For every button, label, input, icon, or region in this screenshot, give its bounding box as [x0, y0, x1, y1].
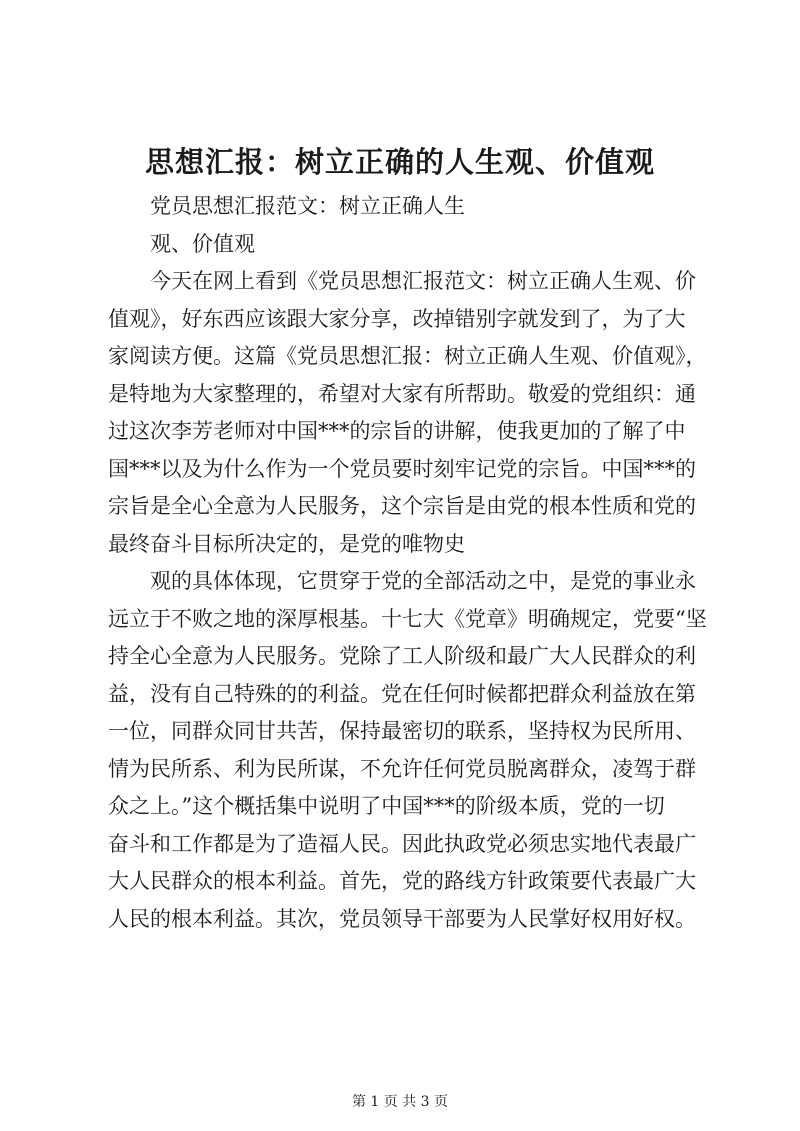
text-line: 持全心全意为人民服务。党除了工人阶级和最广大人民群众的利 [108, 644, 696, 668]
text-line: 奋斗和工作都是为了造福人民。因此执政党必须忠实地代表最广 [108, 831, 696, 856]
text-line: 观、价值观 [150, 231, 255, 256]
text-line: 远立于不败之地的深厚根基。十七大《党章》明确规定，党要“坚 [108, 606, 707, 631]
text-line: 今天在网上看到《党员思想汇报范文：树立正确人生观、价 [150, 269, 696, 293]
document-title: 思想汇报：树立正确的人生观、价值观 [144, 145, 655, 179]
paragraph [108, 563, 708, 938]
text-line: 情为民所系、利为民所谋，不允许任何党员脱离群众，凌驾于群 [108, 756, 696, 781]
text-line: 益，没有自己特殊的的利益。党在任何时候都把群众利益放在第 [108, 681, 696, 706]
text-line: 国***以及为什么作为一个党员要时刻牢记党的宗旨。中国***的 [108, 456, 696, 481]
page-number-footer: 第 1 页 共 3 页 [351, 1094, 449, 1110]
text-line: 家阅读方便。这篇《党员思想汇报：树立正确人生观、价值观》， [108, 344, 707, 368]
paragraph [108, 226, 708, 264]
text-line: 一位，同群众同甘共苦，保持最密切的联系，坚持权为民所用、 [108, 719, 696, 743]
paragraph [108, 263, 708, 563]
text-line: 党员思想汇报范文：树立正确人生 [150, 194, 465, 218]
document-body [108, 188, 708, 938]
text-line: 人民的根本利益。其次，党员领导干部要为人民掌好权用好权。 [108, 906, 696, 931]
text-line: 最终奋斗目标所决定的，是党的唯物史 [108, 531, 465, 556]
text-line: 是特地为大家整理的，希望对大家有所帮助。敬爱的党组织：通 [108, 381, 696, 406]
text-line: 观的具体体现，它贯穿于党的全部活动之中，是党的事业永 [150, 569, 696, 593]
text-line: 大人民群众的根本利益。首先，党的路线方针政策要代表最广大 [108, 869, 696, 893]
text-line: 值观》，好东西应该跟大家分享，改掉错别字就发到了，为了大 [108, 306, 686, 331]
text-line: 过这次李芳老师对中国***的宗旨的讲解，使我更加的了解了中 [108, 419, 686, 443]
paragraph [108, 188, 708, 226]
text-line: 宗旨是全心全意为人民服务，这个宗旨是由党的根本性质和党的 [108, 494, 696, 518]
text-line: 众之上。”这个概括集中说明了中国***的阶级本质，党的一切 [108, 794, 665, 818]
